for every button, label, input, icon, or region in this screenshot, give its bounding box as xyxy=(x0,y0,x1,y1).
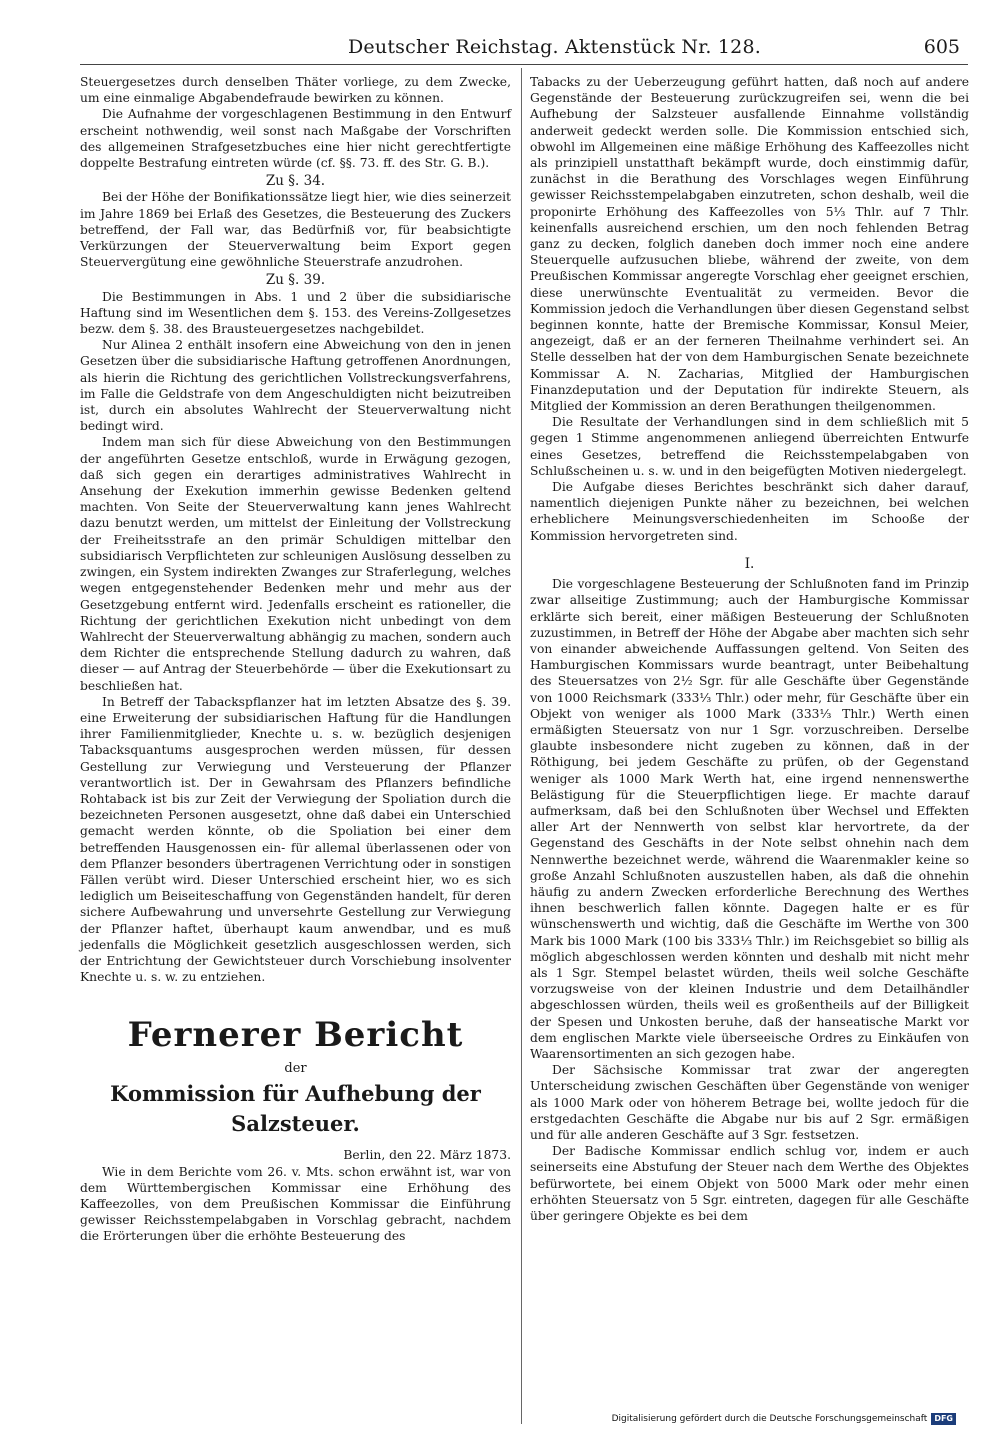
report-connector: der xyxy=(284,1061,307,1077)
report-title: Fernerer Bericht xyxy=(127,1015,464,1056)
paragraph: Tabacks zu der Ueberzeugung geführt hatten, daß noch auf andere Gegenstände der Besteuerung zurückzugreifen sei, wenn die bei Aufhebung der Salzsteuer ausfallende Einnahme vollständig anderweit gedeckt werden solle. Die Kommission entschied sich, obwohl im Allgemeinen eine mäßige Erhöhung des Kaffeezolles nicht als prinzipiell unstatthaft bekämpft wurde, doch einstimmig dafür, zunächst in die Berathung des Vorschlages wegen Einführung gewisser Reichsstempelabgaben einzutreten, schon deshalb, weil die proponirte Erhöhung des Kaffeezolles von 5⅓ Thlr. auf 7 Thlr. keinenfalls ausreichend erschien, um den noch fehlenden Betrag ganz zu decken, folglich daneben doch immer noch eine andere Steuerquelle aufzusuchen bliebe, während der zweite, von dem Preußischen Kommissar angeregte Vorschlag eher geeignet erschien, diese unerwünschte Eventualität zu vermeiden. Bevor die Kommission jedoch die Verhandlungen über diesen Gegenstand selbst beginnen konnte, hatte der Bremische Kommissar, Konsul Meier, angezeigt, daß er an der ferneren Theilnahme verhindert sei. An Stelle desselben hat der von dem Hamburgischen Senate bezeichnete Kommissar A. N. Zacharias, Mitglied der Hamburgischen Finanzdeputation und der Deputation für indirekte Steuern, als Mitglied der Kommission an deren Berathungen theilgenommen. xyxy=(530,75,969,414)
paragraph: Der Sächsische Kommissar trat zwar der angeregten Unterscheidung zwischen Geschäften über Gegenstände von weniger als 1000 Mark oder von höherem Betrage bei, wollte jedoch für die erstgedachten Geschäfte die Abgabe nur bis auf 2 Sgr. ermäßigen und für alle anderen Geschäfte auf 3 Sgr. festsetzen. xyxy=(530,1063,969,1142)
report-title-block xyxy=(80,1013,511,1139)
paragraph: In Betreff der Tabackspflanzer hat im letzten Absatze des §. 39. eine Erweiterung der subsidiarischen Haftung für die Handlungen ihrer Familienmitglieder, Knechte u. s. w. bezüglich desjenigen Tabacksquantums ausgesprochen werden müssen, für dessen Gestellung zur Verwiegung und Versteuerung der Pflanzer verantwortlich ist. Der in Gewahrsam des Pflanzers befindliche Rohtaback ist bis zur Zeit der Verwiegung der Spoliation durch die bezeichneten Personen ausgesetzt, ohne daß dabei ein Unterschied gemacht werden könnte, ob die Spoliation bei einer dem betreffenden Hausgenossen ein- für allemal überlassenen oder von dem Pflanzer besonders übertragenen Verrichtung oder in sonstigen Fällen verübt wird. Dieser Unterschied erscheint hier, wo es sich lediglich um Beiseiteschaffung von Gegenständen handelt, für deren sichere Aufbewahrung und unversehrte Gestellung zur Verwiegung der Pflanzer haftet, überhaupt kaum anwendbar, und es muß jedenfalls die Möglichkeit gesetzlich ausgeschlossen werden, sich der Entrichtung der Gewichtsteuer durch Vorschiebung insolventer Knechte u. s. w. zu entziehen. xyxy=(80,694,511,985)
report-subtitle: Kommission für Aufhebung der Salzsteuer. xyxy=(110,1081,481,1137)
page-header xyxy=(80,34,960,62)
paragraph: Die Bestimmungen in Abs. 1 und 2 über die subsidiarische Haftung sind im Wesentlichen dem §. 153. des Vereins-Zollgesetzes bezw. dem §. 38. des Brausteuergesetzes nachgebildet. xyxy=(80,289,511,337)
digitization-footer xyxy=(612,1412,956,1426)
section-numeral: I. xyxy=(744,555,755,572)
section-heading-34: Zu §. 34. xyxy=(265,173,326,190)
section-heading-39: Zu §. 39. xyxy=(265,272,326,289)
dfg-logo: DFG xyxy=(931,1413,956,1425)
paragraph: Indem man sich für diese Abweichung von den Bestimmungen der angeführten Gesetze entschloß, wurde in Erwägung gezogen, daß sich gegen ein derartiges administratives Wahlrecht in Ansehung der Exekution immerhin gewisse Bedenken geltend machten. Von Seite der Steuerverwaltung kann jenes Wahlrecht dazu benutzt werden, um mittelst der Einleitung der Vollstreckung der Freiheitsstrafe an den primär Schuldigen mittelbar den subsidiarisch Verpflichteten zur schleunigen Auslösung desselben zu zwingen, ein System indirekten Zwanges zur Straferlegung, welches wegen entgegenstehender Bedenken mehr und mehr aus der Gesetzgebung entfernt wird. Jedenfalls erscheint es rationeller, die Richtung der gerichtlichen Exekution nicht unbedingt von dem Wahlrecht der Steuerverwaltung abhängig zu machen, sondern auch dem Richter die entsprechende Stellung dadurch zu wahren, daß dieser — auf Antrag der Steuerbehörde — über die Exekutionsart zu beschließen hat. xyxy=(80,435,511,693)
dateline: Berlin, den 22. März 1873. xyxy=(343,1148,511,1163)
running-title: Deutscher Reichstag. Aktenstück Nr. 128. xyxy=(348,36,761,58)
header-rule xyxy=(80,64,968,65)
paragraph: Steuergesetzes durch denselben Thäter vorliege, zu dem Zwecke, um eine einmalige Abgabendefraude bewirken zu können. xyxy=(80,75,511,106)
paragraph: Die Aufgabe dieses Berichtes beschränkt sich daher darauf, namentlich diejenigen Punkte näher zu bezeichnen, bei welchen erheblichere Meinungsverschiedenheiten im Schooße der Kommission hervorgetreten sind. xyxy=(530,480,969,543)
paragraph: Die Aufnahme der vorgeschlagenen Bestimmung in den Entwurf erscheint nothwendig, weil sonst nach Maßgabe der Vorschriften des allgemeinen Strafgesetzbuches eine hier nicht gerechtfertigte doppelte Bestrafung eintreten würde (cf. §§. 73. ff. des Str. G. B.). xyxy=(80,107,511,171)
paragraph: Nur Alinea 2 enthält insofern eine Abweichung von den in jenen Gesetzen über die subsidiarische Haftung getroffenen Anordnungen, als hierin die Richtung des gerichtlichen Vollstreckungsverfahrens, im Falle die Geldstrafe von dem Angeschuldigten nicht beizutreiben ist, durch ein absolutes Wahlrecht der Steuerverwaltung nicht bedingt wird. xyxy=(80,338,511,434)
footer-text: Digitalisierung gefördert durch die Deutsche Forschungsgemeinschaft xyxy=(611,1414,928,1424)
paragraph: Der Badische Kommissar endlich schlug vor, indem er auch seinerseits eine Abstufung der Steuer nach dem Werthe des Objektes befürwortete, bei einem Objekt von 5000 Mark oder mehr einen erhöhten Steuersatz von 5 Sgr. eintreten, dagegen für alle Geschäfte über geringere Objekte es bei dem xyxy=(530,1144,969,1224)
left-column xyxy=(80,74,511,1245)
paragraph: Die vorgeschlagene Besteuerung der Schlußnoten fand im Prinzip zwar allseitige Zustimmung; auch der Hamburgische Kommissar erklärte sich bereit, einer mäßigen Besteuerung der Schlußnoten zuzustimmen, in Betreff der Höhe der Abgabe aber machten sich sehr von einander abweichende Auffassungen geltend. Von Seiten des Hamburgischen Kommissars wurde beantragt, unter Beibehaltung des Steuersatzes von 2½ Sgr. für alle Geschäfte über Gegenstände von 1000 Reichsmark (333⅓ Thlr.) oder mehr, für Geschäfte über ein Objekt von weniger als 1000 Mark (333⅓ Thlr.) Werth einen ermäßigten Steuersatz von nur 1 Sgr. vorzuschreiben. Derselbe glaubte insbesondere nicht zugeben zu können, daß in der Röthigung, bei jedem Geschäfte zu prüfen, ob der Gegenstand weniger als 1000 Mark Werth hat, eine irgend nennenswerthe Belästigung für die Steuerpflichtigen liege. Er machte darauf aufmerksam, daß bei den Schlußnoten über Wechsel und Effekten aller Art der Nennwerth von selbst klar hervortrete, da der Gegenstand des Geschäfts in der Note selbst ohnehin nach dem Nennwerthe bezeichnet werde, während die Waarenmakler keine so große Anzahl Schlußnoten auszustellen haben, als daß die ohnehin häufig zu andern Zwecken erforderliche Berechnung des Werthes ihnen beschwerlich fallen könnte. Dagegen halte er es für wünschenswerth und wichtig, daß die Geschäfte im Werthe von 300 Mark bis 1000 Mark (100 bis 333⅓ Thlr.) im Reichsgebiet so billig als möglich abgeschlossen werden könnten und deshalb mit nicht mehr als 1 Sgr. Stempel belastet würden, theils weil solche Geschäfte vorzugsweise von der kleinen Industrie und dem Detailhändler abgeschlossen würden, theils weil es großentheils auf der Billigkeit der Spesen und Unkosten beruhe, daß der hanseatische Markt vor dem englischen Markte viele überseeische Ordres zu Einkäufen von Waarensortimenten an sich gezogen habe. xyxy=(530,577,969,1061)
paragraph: Die Resultate der Verhandlungen sind in dem schließlich mit 5 gegen 1 Stimme angenommenen anliegend überreichten Entwurfe eines Gesetzes, betreffend die Reichsstempelabgaben von Schlußscheinen u. s. w. und in den beigefügten Motiven niedergelegt. xyxy=(530,415,969,478)
right-column xyxy=(530,74,969,1224)
column-divider xyxy=(521,68,522,1424)
page-number: 605 xyxy=(923,36,960,58)
paragraph: Wie in dem Berichte vom 26. v. Mts. schon erwähnt ist, war von dem Württembergischen Kommissar eine Erhöhung des Kaffeezolles, von dem Preußischen Kommissar die Einführung gewisser Reichsstempelabgaben in Vorschlag gebracht, nachdem die Erörterungen über die erhöhte Besteuerung des xyxy=(80,1164,511,1244)
paragraph: Bei der Höhe der Bonifikationssätze liegt hier, wie dies seinerzeit im Jahre 1869 bei Erlaß des Gesetzes, die Besteuerung des Zuckers betreffend, der Fall war, das Bedürfniß vor, für beabsichtigte Verkürzungen der Steuerverwaltung beim Export gegen Steuervergütung eine gewöhnliche Steuerstrafe anzudrohen. xyxy=(80,190,511,270)
